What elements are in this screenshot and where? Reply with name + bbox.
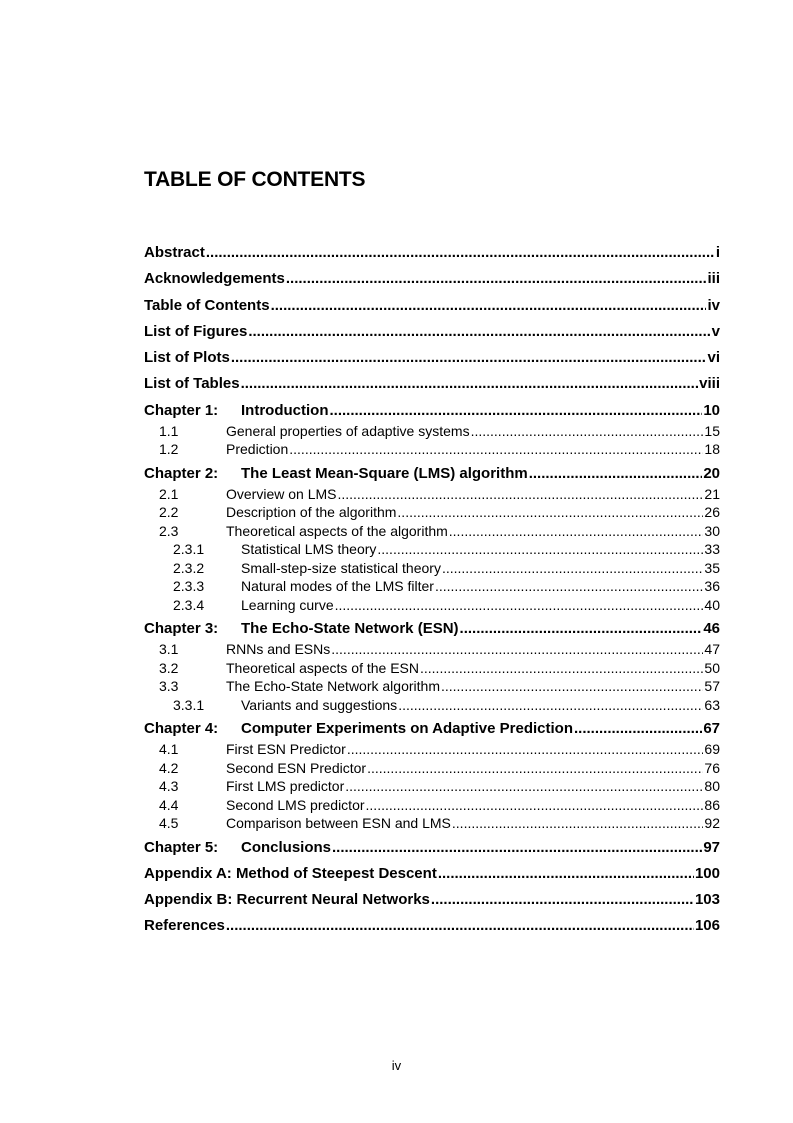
dot-leader xyxy=(347,740,704,759)
toc-page-number: 100 xyxy=(694,864,720,882)
toc-section-3-1[interactable] xyxy=(144,640,720,659)
dot-leader xyxy=(345,777,703,796)
dot-leader xyxy=(397,503,703,522)
section-number: 2.2 xyxy=(159,504,179,521)
toc-section-4-3[interactable] xyxy=(144,777,720,796)
toc-page-number: 50 xyxy=(704,659,720,676)
toc-entry-label: List of Tables xyxy=(144,375,240,393)
dot-leader xyxy=(449,522,704,541)
chapter-number: Chapter 4: xyxy=(144,720,219,738)
subsection-title: Variants and suggestions xyxy=(241,696,398,713)
section-number: 3.1 xyxy=(159,641,179,658)
toc-page-number: 80 xyxy=(704,778,720,795)
toc-page-number: 69 xyxy=(704,741,720,758)
dot-leader xyxy=(332,837,702,859)
page-footer-number: iv xyxy=(391,1058,402,1073)
toc-chapter-4[interactable] xyxy=(144,718,720,740)
toc-page-number: 86 xyxy=(704,796,720,813)
page-title: TABLE OF CONTENTS xyxy=(144,168,366,191)
section-title: First LMS predictor xyxy=(226,778,345,795)
subsection-number: 2.3.3 xyxy=(173,578,205,595)
dot-leader xyxy=(438,863,694,885)
dot-leader xyxy=(366,796,704,815)
toc-section-1-2[interactable] xyxy=(144,440,720,459)
toc-entry-list-of-figures[interactable] xyxy=(144,321,720,347)
toc-chapter-5[interactable] xyxy=(144,837,720,859)
toc-entry-references[interactable] xyxy=(144,915,720,937)
toc-chapter-1[interactable] xyxy=(144,400,720,422)
section-number: 3.2 xyxy=(159,659,179,676)
dot-leader xyxy=(329,400,702,422)
section-title: Second ESN Predictor xyxy=(226,759,367,776)
section-number: 4.4 xyxy=(159,796,179,813)
dot-leader xyxy=(377,540,703,559)
toc-entry-label: Abstract xyxy=(144,244,205,261)
chapter-number: Chapter 5: xyxy=(144,838,219,856)
toc-entry-abstract[interactable] xyxy=(144,242,720,268)
toc-page-number: viii xyxy=(699,375,720,393)
toc-page-number: 63 xyxy=(704,696,720,713)
toc-section-2-2[interactable] xyxy=(144,503,720,522)
dot-leader xyxy=(248,321,710,343)
toc-entry-label: List of Plots xyxy=(144,349,230,367)
toc-section-4-1[interactable] xyxy=(144,740,720,759)
toc-entry-list-of-tables[interactable] xyxy=(144,373,720,399)
subsection-number: 2.3.1 xyxy=(173,541,205,558)
toc-entry-table-of-contents[interactable] xyxy=(144,295,720,321)
toc-subsection-2-3-1[interactable] xyxy=(144,540,720,559)
subsection-title: Small-step-size statistical theory xyxy=(241,559,441,576)
toc-page-number: v xyxy=(711,322,720,340)
section-number: 2.3 xyxy=(159,522,179,539)
dot-leader xyxy=(420,659,703,678)
section-title: RNNs and ESNs xyxy=(226,641,331,658)
section-title: Comparison between ESN and LMS xyxy=(226,815,451,832)
toc-page-number: 15 xyxy=(704,422,720,439)
section-title: First ESN Predictor xyxy=(226,741,346,758)
section-number: 1.2 xyxy=(159,441,179,458)
toc-chapter-2[interactable] xyxy=(144,463,720,485)
toc-section-4-5[interactable] xyxy=(144,814,720,833)
toc-page-number: 106 xyxy=(694,916,720,934)
toc-subsection-2-3-4[interactable] xyxy=(144,596,720,615)
toc-page-number: iv xyxy=(707,296,720,314)
dot-leader xyxy=(460,618,703,640)
subsection-number: 2.3.2 xyxy=(173,559,205,576)
chapter-number: Chapter 1: xyxy=(144,401,219,419)
section-title: Prediction xyxy=(226,441,289,458)
toc-section-3-2[interactable] xyxy=(144,659,720,678)
toc-entry-label: Appendix B: Recurrent Neural Networks xyxy=(144,890,430,908)
chapter-title: The Least Mean-Square (LMS) algorithm xyxy=(241,464,528,482)
toc-page-number: 33 xyxy=(704,541,720,558)
dot-leader xyxy=(471,422,704,441)
section-title: The Echo-State Network algorithm xyxy=(226,678,440,695)
subsection-title: Natural modes of the LMS filter xyxy=(241,578,434,595)
dot-leader xyxy=(574,718,702,740)
toc-page-number: 57 xyxy=(704,678,720,695)
dot-leader xyxy=(335,596,704,615)
toc-page-number: 40 xyxy=(704,596,720,613)
toc-page-number: 76 xyxy=(704,759,720,776)
chapter-number: Chapter 2: xyxy=(144,464,219,482)
section-title: Description of the algorithm xyxy=(226,504,397,521)
section-number: 4.3 xyxy=(159,778,179,795)
toc-section-2-1[interactable] xyxy=(144,485,720,504)
toc-entry-list-of-plots[interactable] xyxy=(144,347,720,373)
subsection-title: Learning curve xyxy=(241,596,334,613)
dot-leader xyxy=(241,373,699,395)
toc-chapter-3[interactable] xyxy=(144,618,720,640)
dot-leader xyxy=(286,268,707,290)
section-title: Overview on LMS xyxy=(226,485,337,502)
dot-leader xyxy=(331,640,703,659)
toc-page-number: vi xyxy=(707,349,720,367)
toc-section-1-1[interactable] xyxy=(144,422,720,441)
section-number: 4.1 xyxy=(159,741,179,758)
toc-subsection-2-3-3[interactable] xyxy=(144,577,720,596)
toc-entry-appendix-a[interactable] xyxy=(144,863,720,885)
toc-page-number: i xyxy=(715,244,720,261)
section-number: 2.1 xyxy=(159,485,179,502)
toc-page-number: 35 xyxy=(704,559,720,576)
section-number: 4.2 xyxy=(159,759,179,776)
dot-leader xyxy=(271,295,707,317)
toc-page-number: 97 xyxy=(703,838,720,856)
subsection-number: 2.3.4 xyxy=(173,596,205,613)
dot-leader xyxy=(367,759,703,778)
dot-leader xyxy=(289,440,703,459)
chapter-title: Computer Experiments on Adaptive Prediction xyxy=(241,720,573,738)
section-number: 3.3 xyxy=(159,678,179,695)
table-of-contents xyxy=(144,242,720,937)
section-title: Theoretical aspects of the algorithm xyxy=(226,522,448,539)
toc-page-number: 30 xyxy=(704,522,720,539)
section-number: 1.1 xyxy=(159,422,179,439)
dot-leader xyxy=(431,889,694,911)
section-title: Theoretical aspects of the ESN xyxy=(226,659,419,676)
toc-entry-label: References xyxy=(144,916,225,934)
dot-leader xyxy=(529,463,703,485)
toc-entry-label: Table of Contents xyxy=(144,296,270,314)
dot-leader xyxy=(442,559,703,578)
toc-section-4-4[interactable] xyxy=(144,796,720,815)
dot-leader xyxy=(206,242,715,264)
dot-leader xyxy=(435,577,703,596)
toc-page-number: 36 xyxy=(704,578,720,595)
toc-page-number: 26 xyxy=(704,504,720,521)
toc-entry-label: List of Figures xyxy=(144,322,248,340)
toc-section-3-3[interactable] xyxy=(144,677,720,696)
toc-entry-label: Acknowledgements xyxy=(144,270,285,288)
toc-page-number: 67 xyxy=(703,720,720,738)
subsection-title: Statistical LMS theory xyxy=(241,541,377,558)
toc-subsection-2-3-2[interactable] xyxy=(144,559,720,578)
toc-subsection-3-3-1[interactable] xyxy=(144,696,720,715)
toc-page-number: iii xyxy=(707,270,720,288)
dot-leader xyxy=(452,814,704,833)
dot-leader xyxy=(337,485,703,504)
toc-page-number: 20 xyxy=(703,464,720,482)
section-title: General properties of adaptive systems xyxy=(226,422,470,439)
toc-page-number: 21 xyxy=(704,485,720,502)
toc-page-number: 103 xyxy=(694,890,720,908)
subsection-number: 3.3.1 xyxy=(173,696,205,713)
toc-page-number: 18 xyxy=(704,441,720,458)
toc-entry-label: Appendix A: Method of Steepest Descent xyxy=(144,864,437,882)
section-number: 4.5 xyxy=(159,815,179,832)
toc-entry-acknowledgements[interactable] xyxy=(144,268,720,294)
dot-leader xyxy=(226,915,694,937)
chapter-title: Conclusions xyxy=(241,838,332,856)
toc-entry-appendix-b[interactable] xyxy=(144,889,720,911)
toc-page-number: 10 xyxy=(703,401,720,419)
chapter-title: The Echo-State Network (ESN) xyxy=(241,620,459,638)
dot-leader xyxy=(441,677,703,696)
dot-leader xyxy=(231,347,707,369)
toc-section-2-3[interactable] xyxy=(144,522,720,541)
toc-section-4-2[interactable] xyxy=(144,759,720,778)
toc-page-number: 92 xyxy=(704,815,720,832)
chapter-number: Chapter 3: xyxy=(144,620,219,638)
dot-leader xyxy=(398,696,703,715)
toc-page-number: 46 xyxy=(703,620,720,638)
toc-page-number: 47 xyxy=(704,641,720,658)
section-title: Second LMS predictor xyxy=(226,796,365,813)
chapter-title: Introduction xyxy=(241,401,329,419)
